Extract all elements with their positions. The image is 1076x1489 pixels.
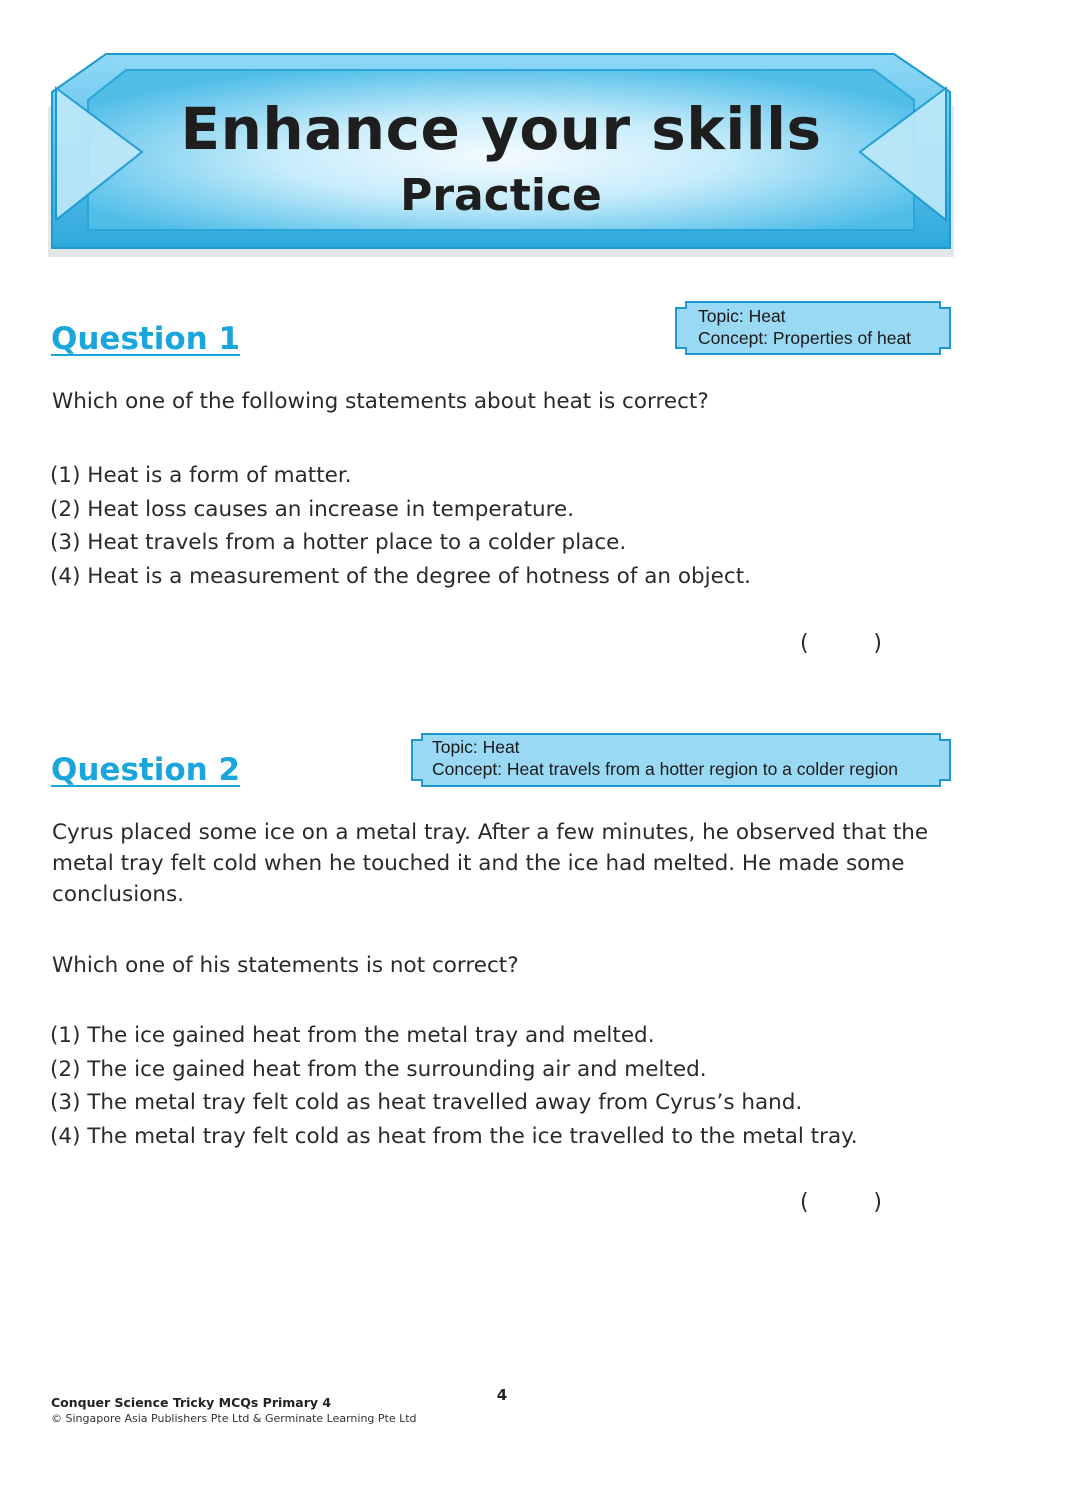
question-2-heading: Question 2	[51, 752, 241, 788]
question-2-option-3[interactable]: (3) The metal tray felt cold as heat travelled away from Cyrus’s hand.	[50, 1090, 803, 1115]
page-number: 4	[496, 1386, 508, 1404]
question-2-prompt: Which one of his statements is not correct?	[52, 953, 519, 978]
question-2-options	[50, 1019, 858, 1153]
question-1-option-1[interactable]: (1) Heat is a form of matter.	[50, 463, 352, 488]
question-1-topic-tag	[674, 300, 952, 356]
question-1-stem: Which one of the following statements about heat is correct?	[52, 389, 709, 414]
answer-open-bracket: (	[800, 631, 809, 656]
question-2-answer-box[interactable]	[800, 1190, 882, 1215]
question-2-option-1[interactable]: (1) The ice gained heat from the metal tray and melted.	[50, 1023, 655, 1048]
title-banner	[48, 52, 954, 257]
footer-book-title: Conquer Science Tricky MCQs Primary 4	[51, 1395, 332, 1410]
question-1-option-4[interactable]: (4) Heat is a measurement of the degree of hotness of an object.	[50, 563, 751, 589]
banner-title: Enhance your skills	[180, 95, 822, 163]
question-2-concept: Concept: Heat travels from a hotter region to a colder region	[432, 759, 898, 779]
question-2-topic-tag	[410, 732, 952, 788]
question-1-concept: Concept: Properties of heat	[698, 328, 912, 348]
answer-close-bracket: )	[873, 1190, 882, 1215]
question-2-option-2[interactable]: (2) The ice gained heat from the surrounding air and melted.	[50, 1056, 707, 1082]
question-1-option-2[interactable]: (2) Heat loss causes an increase in temperature.	[50, 496, 575, 522]
banner-subtitle: Practice	[400, 170, 602, 221]
answer-open-bracket: (	[800, 1190, 809, 1215]
question-1-answer-box[interactable]	[800, 631, 882, 656]
footer-copyright: © Singapore Asia Publishers Pte Ltd & Germinate Learning Pte Ltd	[51, 1412, 417, 1425]
question-2-stem: Cyrus placed some ice on a metal tray. After a few minutes, he observed that the metal tray felt cold when he touched it and the ice had melted. He made some conclusions.	[52, 820, 929, 907]
question-2-topic: Topic: Heat	[432, 737, 520, 757]
answer-close-bracket: )	[873, 631, 882, 656]
question-1-heading: Question 1	[51, 321, 241, 357]
question-2-option-4[interactable]: (4) The metal tray felt cold as heat from the ice travelled to the metal tray.	[50, 1123, 858, 1149]
question-1-topic: Topic: Heat	[698, 306, 786, 326]
question-1-option-3[interactable]: (3) Heat travels from a hotter place to a colder place.	[50, 530, 627, 555]
question-1-options	[50, 459, 751, 593]
